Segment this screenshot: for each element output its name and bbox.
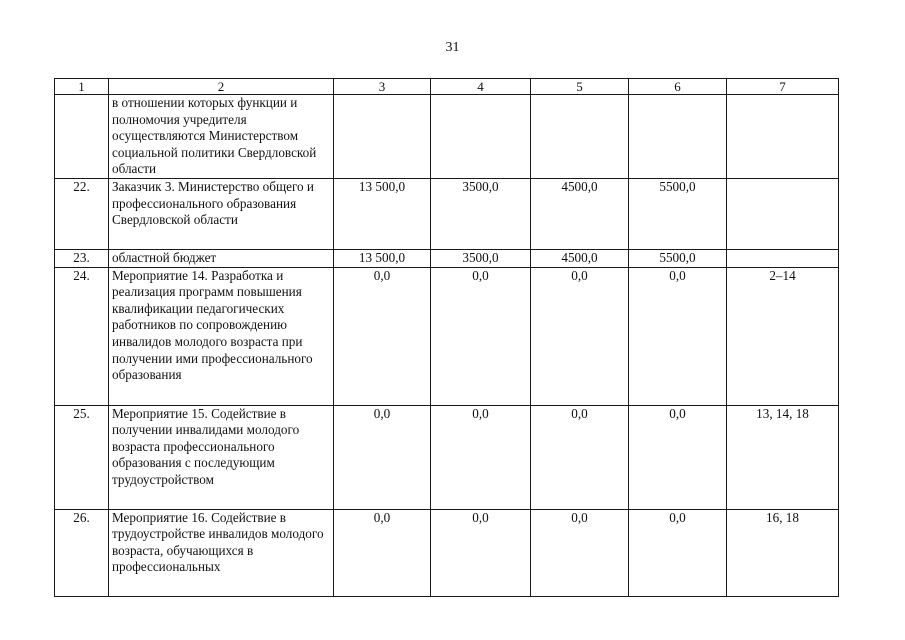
cell-col7 (727, 95, 839, 179)
cell-col4 (431, 95, 531, 179)
cell-col4: 0,0 (431, 267, 531, 405)
cell-col3: 0,0 (334, 267, 431, 405)
cell-col5: 0,0 (531, 405, 629, 509)
cell-col4: 0,0 (431, 405, 531, 509)
row-description: Мероприятие 16. Содействие в трудоустройстве инвалидов молодого возраста, обучающихся в профессиональных (109, 509, 334, 596)
row-number: 23. (55, 250, 109, 268)
cell-col7: 16, 18 (727, 509, 839, 596)
cell-col6 (629, 95, 727, 179)
row-description: Мероприятие 14. Разработка и реализация программ повышения квалификации педагогических работников по сопровождению инвалидов молодого возраста при получении ими профессионального образования (109, 267, 334, 405)
table-row (55, 509, 839, 596)
row-number: 25. (55, 405, 109, 509)
cell-col4: 0,0 (431, 509, 531, 596)
column-header: 7 (727, 79, 839, 95)
column-header: 6 (629, 79, 727, 95)
cell-col6: 0,0 (629, 509, 727, 596)
table-row (55, 250, 839, 268)
table-row (55, 179, 839, 250)
column-header: 2 (109, 79, 334, 95)
table-header-row (55, 79, 839, 95)
row-description: Заказчик 3. Министерство общего и профессионального образования Свердловской области (109, 179, 334, 250)
cell-col7: 2–14 (727, 267, 839, 405)
cell-col3: 0,0 (334, 509, 431, 596)
column-header: 5 (531, 79, 629, 95)
row-number: 26. (55, 509, 109, 596)
row-number: 24. (55, 267, 109, 405)
cell-col7: 13, 14, 18 (727, 405, 839, 509)
cell-col3: 13 500,0 (334, 250, 431, 268)
cell-col5: 4500,0 (531, 250, 629, 268)
program-table (54, 78, 839, 597)
row-number: 22. (55, 179, 109, 250)
column-header: 1 (55, 79, 109, 95)
table-row (55, 405, 839, 509)
column-header: 4 (431, 79, 531, 95)
page-number: 31 (445, 40, 460, 55)
cell-col3: 0,0 (334, 405, 431, 509)
cell-col5: 4500,0 (531, 179, 629, 250)
cell-col4: 3500,0 (431, 250, 531, 268)
cell-col3 (334, 95, 431, 179)
cell-col6: 0,0 (629, 267, 727, 405)
cell-col6: 0,0 (629, 405, 727, 509)
cell-col6: 5500,0 (629, 250, 727, 268)
cell-col7 (727, 179, 839, 250)
cell-col6: 5500,0 (629, 179, 727, 250)
cell-col7 (727, 250, 839, 268)
cell-col4: 3500,0 (431, 179, 531, 250)
cell-col3: 13 500,0 (334, 179, 431, 250)
table-row (55, 95, 839, 179)
cell-col5 (531, 95, 629, 179)
cell-col5: 0,0 (531, 267, 629, 405)
row-description: в отношении которых функции и полномочия учредителя осуществляются Министерством социальной политики Свердловской области (109, 95, 334, 179)
row-number (55, 95, 109, 179)
row-description: Мероприятие 15. Содействие в получении инвалидами молодого возраста профессионального образования с последующим трудоустройством (109, 405, 334, 509)
row-description: областной бюджет (109, 250, 334, 268)
table-row (55, 267, 839, 405)
cell-col5: 0,0 (531, 509, 629, 596)
column-header: 3 (334, 79, 431, 95)
